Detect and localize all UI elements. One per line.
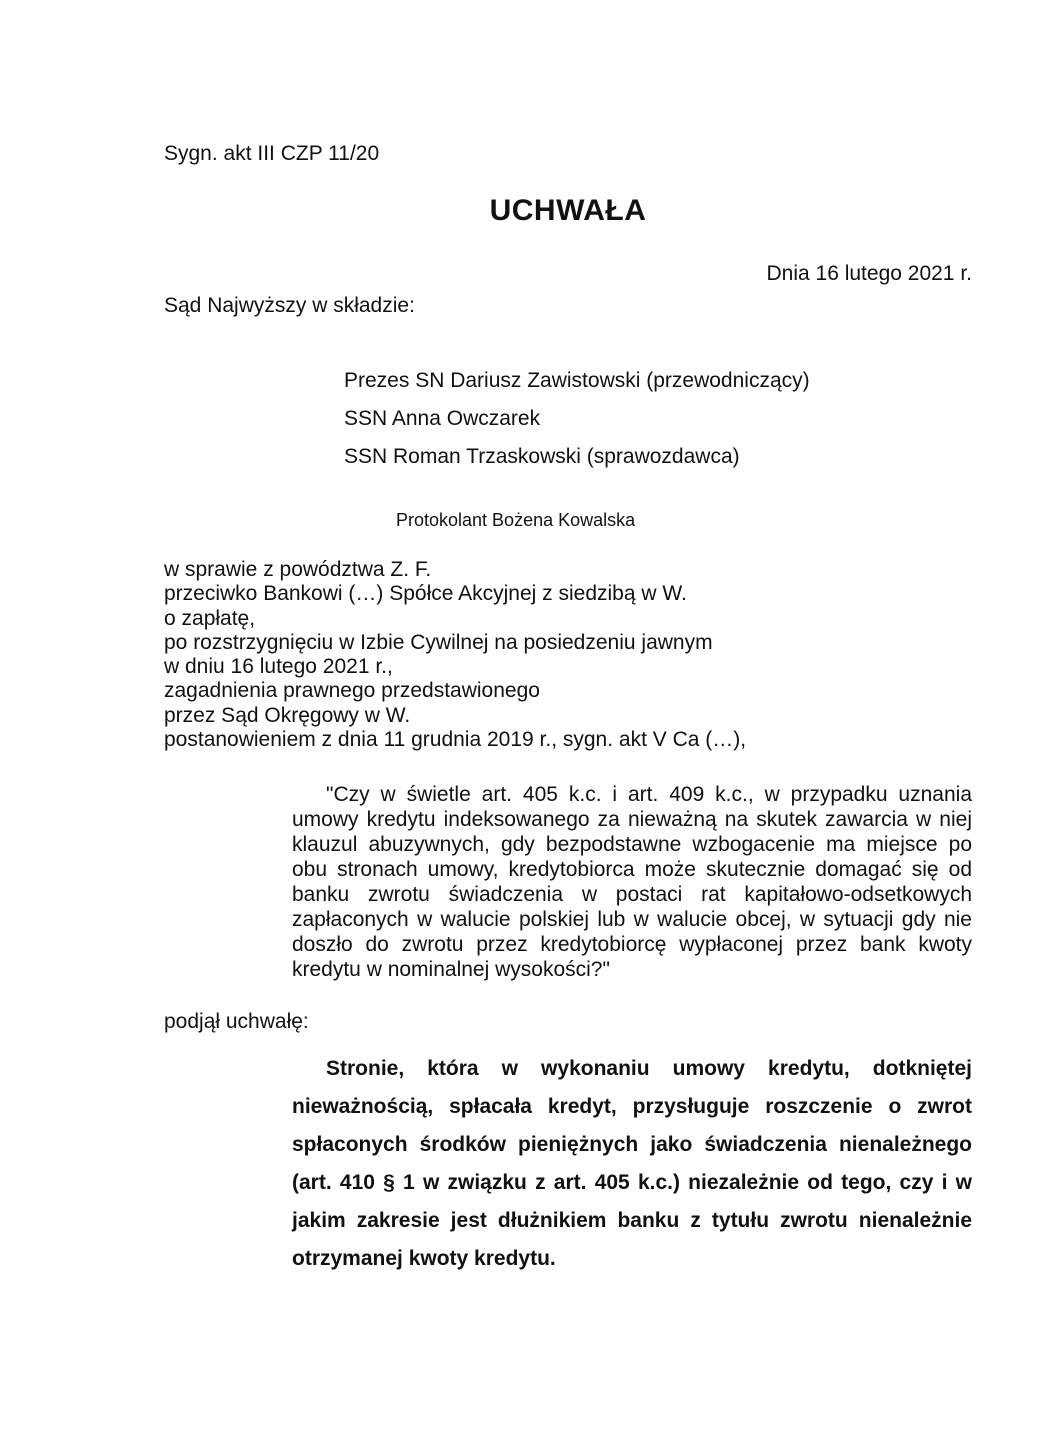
judge-item: Prezes SN Dariusz Zawistowski (przewodniczący) bbox=[344, 369, 810, 392]
judge-item: SSN Anna Owczarek bbox=[344, 407, 541, 430]
resolution-text: Stronie, która w wykonaniu umowy kredytu, dotkniętej nieważnością, spłacała kredyt, przysługuje roszczenie o zwrot spłaconych środków pieniężnych jako świadczenia nienależnego (art. 410 § 1 w związku z art. 405 k.c.) niezależnie od tego, czy i w jakim zakresie jest dłużnikiem banku z tytułu zwrotu nienależnie otrzymanej kwoty kredytu. bbox=[292, 1057, 972, 1270]
case-line: o zapłatę, bbox=[164, 606, 256, 630]
case-description bbox=[164, 558, 746, 752]
document-title: UCHWAŁA bbox=[489, 194, 647, 227]
case-line: zagadnienia prawnego przedstawionego bbox=[164, 679, 540, 703]
court-composition-label: Sąd Najwyższy w składzie: bbox=[164, 294, 415, 317]
adopted-label: podjął uchwałę: bbox=[164, 1010, 309, 1033]
legal-question: "Czy w świetle art. 405 k.c. i art. 409 k.c., w przypadku uznania umowy kredytu indeksowanego za nieważną na skutek zawarcia w niej klauzul abuzywnych, gdy bezpodstawne wzbogacenie ma miejsce po obu stronach umowy, kredytobiorca może skutecznie domagać się od banku zwrotu świadczenia w postaci rat kapitałowo-odsetkowych zapłaconych w walucie polskiej lub w walucie obcej, w sytuacji gdy nie doszło do zwrotu przez kredytobiorcę wypłaconej przez bank kwoty kredytu w nominalnej wysokości?" bbox=[292, 783, 972, 981]
case-line: w dniu 16 lutego 2021 r., bbox=[164, 655, 393, 679]
judges-list bbox=[344, 366, 810, 480]
case-line: przez Sąd Okręgowy w W. bbox=[164, 703, 411, 727]
case-signature: Sygn. akt III CZP 11/20 bbox=[164, 142, 380, 165]
case-line: postanowieniem z dnia 11 grudnia 2019 r., sygn. akt V Ca (…), bbox=[164, 728, 747, 752]
document-date: Dnia 16 lutego 2021 r. bbox=[766, 262, 972, 285]
case-line: w sprawie z powództwa Z. F. bbox=[164, 558, 432, 581]
case-line: po rozstrzygnięciu w Izbie Cywilnej na posiedzeniu jawnym bbox=[164, 630, 713, 654]
clerk-line: Protokolant Bożena Kowalska bbox=[396, 510, 636, 530]
case-line: przeciwko Bankowi (…) Spółce Akcyjnej z siedzibą w W. bbox=[164, 582, 687, 606]
judge-item: SSN Roman Trzaskowski (sprawozdawca) bbox=[344, 445, 740, 468]
